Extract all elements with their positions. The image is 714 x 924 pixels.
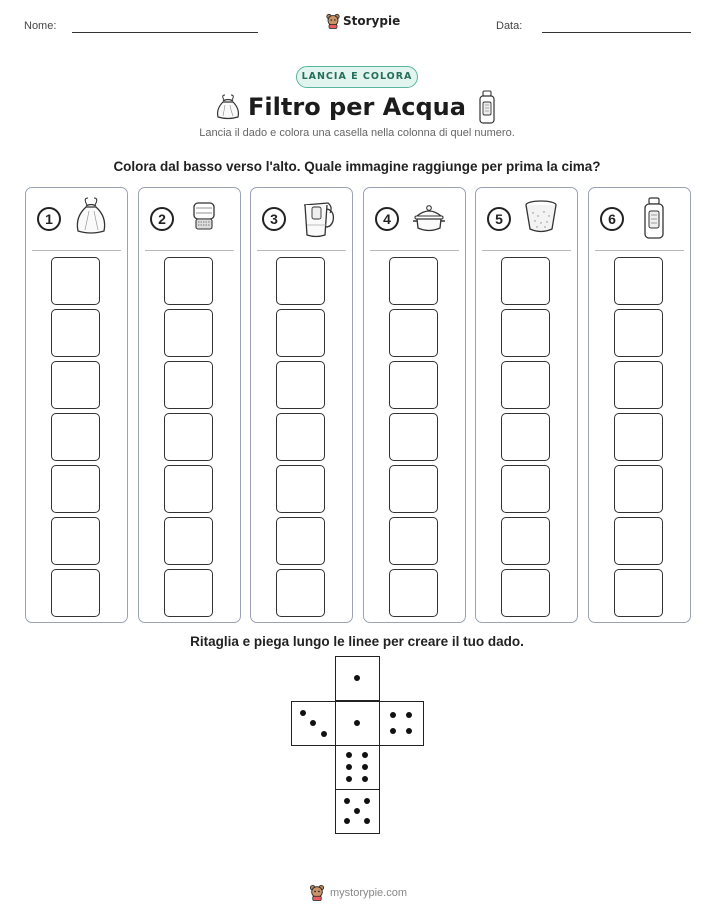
color-cell[interactable] bbox=[389, 309, 438, 357]
bear-mascot-icon bbox=[326, 13, 340, 29]
color-cell[interactable] bbox=[164, 569, 213, 617]
color-cell[interactable] bbox=[501, 517, 550, 565]
dice-pip bbox=[390, 728, 396, 734]
dice-pip bbox=[346, 776, 352, 782]
ceramic-filter-cup-icon bbox=[520, 195, 562, 241]
column-number: 2 bbox=[150, 207, 174, 231]
dice-pip bbox=[321, 731, 327, 737]
dice-face-1 bbox=[335, 656, 380, 701]
color-cell[interactable] bbox=[51, 569, 100, 617]
dice-pip bbox=[406, 712, 412, 718]
subtitle: Lancia il dado e colora una casella nella colonna di quel numero. bbox=[199, 127, 515, 139]
dice-face-4 bbox=[379, 701, 424, 746]
color-cell[interactable] bbox=[164, 361, 213, 409]
color-cell[interactable] bbox=[389, 361, 438, 409]
dice-pip bbox=[346, 764, 352, 770]
color-cell[interactable] bbox=[389, 413, 438, 461]
activity-badge: LANCIA E COLORA bbox=[296, 66, 418, 88]
dice-pip bbox=[346, 752, 352, 758]
color-cell[interactable] bbox=[614, 413, 663, 461]
dice-face-3 bbox=[291, 701, 336, 746]
color-cell[interactable] bbox=[276, 413, 325, 461]
name-label: Nome: bbox=[24, 20, 57, 32]
brand-logo bbox=[326, 13, 400, 29]
dice-pip bbox=[344, 798, 350, 804]
color-cell[interactable] bbox=[51, 413, 100, 461]
cooking-pot-icon bbox=[408, 195, 450, 241]
dice-pip bbox=[390, 712, 396, 718]
color-cell[interactable] bbox=[501, 361, 550, 409]
bear-mascot-icon bbox=[309, 884, 325, 901]
color-cell[interactable] bbox=[276, 569, 325, 617]
column-1 bbox=[25, 187, 128, 623]
color-cell[interactable] bbox=[389, 257, 438, 305]
dice-pip bbox=[406, 728, 412, 734]
dice-pip bbox=[362, 764, 368, 770]
dice-pip bbox=[364, 818, 370, 824]
column-divider bbox=[145, 250, 234, 251]
drawstring-bag-icon bbox=[70, 195, 112, 241]
color-cell[interactable] bbox=[501, 309, 550, 357]
column-divider bbox=[595, 250, 684, 251]
column-4 bbox=[363, 187, 466, 623]
dice-pip bbox=[354, 675, 360, 681]
color-cell[interactable] bbox=[276, 257, 325, 305]
filter-bottle-icon bbox=[633, 195, 675, 241]
brand-name: Storypie bbox=[343, 14, 401, 28]
column-number: 6 bbox=[600, 207, 624, 231]
name-line[interactable] bbox=[72, 32, 258, 33]
page-title: Filtro per Acqua bbox=[248, 93, 466, 121]
dice-pip bbox=[362, 752, 368, 758]
color-cell[interactable] bbox=[276, 361, 325, 409]
color-cell[interactable] bbox=[501, 569, 550, 617]
date-line[interactable] bbox=[542, 32, 691, 33]
dice-pip bbox=[300, 710, 306, 716]
color-cell[interactable] bbox=[501, 413, 550, 461]
color-cell[interactable] bbox=[276, 465, 325, 513]
dice-pip bbox=[310, 720, 316, 726]
color-cell[interactable] bbox=[276, 309, 325, 357]
color-cell[interactable] bbox=[51, 309, 100, 357]
column-number: 3 bbox=[262, 207, 286, 231]
column-divider bbox=[482, 250, 571, 251]
color-cell[interactable] bbox=[389, 517, 438, 565]
footer bbox=[309, 884, 407, 901]
dice-pip bbox=[354, 720, 360, 726]
column-number: 1 bbox=[37, 207, 61, 231]
dice-face-6 bbox=[335, 745, 380, 790]
column-6 bbox=[588, 187, 691, 623]
color-cell[interactable] bbox=[164, 517, 213, 565]
dice-pip bbox=[362, 776, 368, 782]
game-instruction: Colora dal basso verso l'alto. Quale immagine raggiunge per prima la cima? bbox=[113, 159, 601, 174]
color-cell[interactable] bbox=[501, 257, 550, 305]
date-label: Data: bbox=[496, 20, 523, 32]
column-5 bbox=[475, 187, 578, 623]
color-cell[interactable] bbox=[164, 465, 213, 513]
color-cell[interactable] bbox=[389, 465, 438, 513]
footer-url[interactable]: mystorypie.com bbox=[330, 886, 408, 899]
column-number: 5 bbox=[487, 207, 511, 231]
filter-bottle-icon bbox=[477, 90, 497, 124]
column-2 bbox=[138, 187, 241, 623]
water-filter-pitcher-icon bbox=[295, 195, 337, 241]
filter-cartridge-icon bbox=[183, 195, 225, 241]
column-divider bbox=[32, 250, 121, 251]
column-number: 4 bbox=[375, 207, 399, 231]
color-cell[interactable] bbox=[614, 309, 663, 357]
column-divider bbox=[370, 250, 459, 251]
column-divider bbox=[257, 250, 346, 251]
color-cell[interactable] bbox=[164, 309, 213, 357]
dice-pip bbox=[354, 808, 360, 814]
color-cell[interactable] bbox=[51, 257, 100, 305]
dice-pip bbox=[364, 798, 370, 804]
color-cell[interactable] bbox=[51, 361, 100, 409]
color-cell[interactable] bbox=[614, 257, 663, 305]
color-cell[interactable] bbox=[51, 517, 100, 565]
color-cell[interactable] bbox=[164, 257, 213, 305]
color-cell[interactable] bbox=[614, 465, 663, 513]
color-cell[interactable] bbox=[51, 465, 100, 513]
color-cell[interactable] bbox=[164, 413, 213, 461]
color-cell[interactable] bbox=[276, 517, 325, 565]
dice-face-5 bbox=[335, 789, 380, 834]
dice-face-1 bbox=[335, 701, 380, 746]
dice-instruction: Ritaglia e piega lungo le linee per creare il tuo dado. bbox=[190, 634, 524, 649]
color-cell[interactable] bbox=[501, 465, 550, 513]
color-cell[interactable] bbox=[614, 569, 663, 617]
column-3 bbox=[250, 187, 353, 623]
color-cell[interactable] bbox=[614, 517, 663, 565]
dice-pip bbox=[344, 818, 350, 824]
color-cell[interactable] bbox=[614, 361, 663, 409]
color-cell[interactable] bbox=[389, 569, 438, 617]
